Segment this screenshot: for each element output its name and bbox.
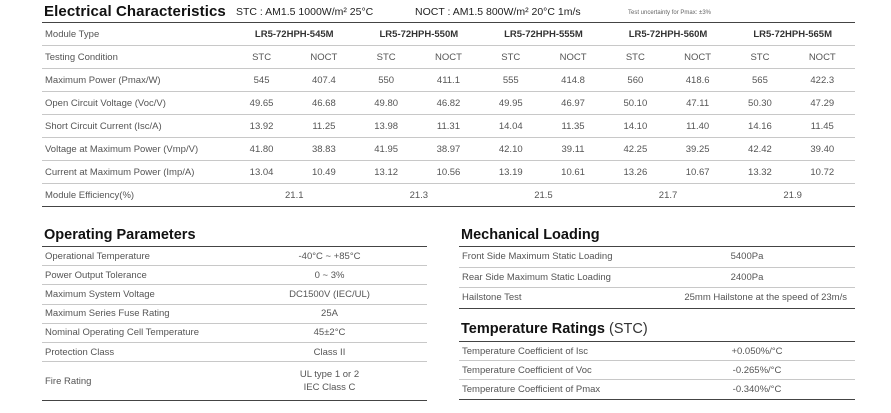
model-header: LR5-72HPH-550M (357, 23, 482, 46)
row-value: 0 ~ 3% (232, 266, 427, 285)
cell-value: 38.97 (416, 138, 481, 161)
cell-value: 41.80 (232, 138, 291, 161)
cell-value: 411.1 (416, 69, 481, 92)
model-header: LR5-72HPH-560M (606, 23, 731, 46)
vmp-row (42, 138, 855, 161)
cell-value: 39.40 (790, 138, 855, 161)
cell-value: 10.49 (291, 161, 356, 184)
efficiency-row (42, 184, 855, 207)
cell-value: 555 (481, 69, 540, 92)
row-value: +0.050%/°C (659, 342, 855, 361)
temperature-row (459, 342, 855, 361)
row-label: Protection Class (42, 342, 232, 361)
row-label: Module Efficiency(%) (42, 184, 232, 207)
module-type-label: Module Type (42, 23, 232, 46)
cell-value: 50.10 (606, 92, 665, 115)
fire-rating-value (232, 362, 427, 401)
operating-table (42, 246, 427, 401)
cell-value: 49.65 (232, 92, 291, 115)
cell-value: 13.98 (357, 115, 416, 138)
row-label: Power Output Tolerance (42, 266, 232, 285)
cell-value: 11.35 (540, 115, 605, 138)
cell-value: 422.3 (790, 69, 855, 92)
temperature-table (459, 341, 855, 400)
testing-condition-row (42, 46, 855, 69)
row-value: -40°C ~ +85°C (232, 247, 427, 266)
row-label: Maximum Series Fuse Rating (42, 304, 232, 323)
operating-row (42, 247, 427, 266)
cell-value: 46.68 (291, 92, 356, 115)
row-label: Fire Rating (42, 362, 232, 401)
noct-condition: NOCT : AM1.5 800W/m² 20°C 1m/s (415, 6, 581, 18)
cell-value: 49.80 (357, 92, 416, 115)
model-header: LR5-72HPH-555M (481, 23, 606, 46)
operating-row (42, 285, 427, 304)
row-label: Open Circuit Voltage (Voc/V) (42, 92, 232, 115)
operating-row (42, 342, 427, 361)
cell-value: 14.10 (606, 115, 665, 138)
fire-rating-line: UL type 1 or 2 (299, 369, 360, 381)
isc-row (42, 115, 855, 138)
efficiency-value: 21.1 (232, 184, 357, 207)
efficiency-value: 21.7 (606, 184, 731, 207)
cell-value: 418.6 (665, 69, 730, 92)
cell-value: 10.56 (416, 161, 481, 184)
cell-value: 13.12 (357, 161, 416, 184)
stc-header: STC (730, 46, 789, 69)
mechanical-title: Mechanical Loading (461, 227, 600, 243)
electrical-table (42, 22, 855, 207)
noct-header: NOCT (665, 46, 730, 69)
operating-title: Operating Parameters (44, 227, 196, 243)
module-type-row (42, 23, 855, 46)
stc-header: STC (481, 46, 540, 69)
row-label: Temperature Coefficient of Voc (459, 361, 659, 380)
temperature-row (459, 361, 855, 380)
cell-value: 14.16 (730, 115, 789, 138)
testing-condition-label: Testing Condition (42, 46, 232, 69)
temperature-row (459, 380, 855, 399)
operating-row (42, 266, 427, 285)
cell-value: 560 (606, 69, 665, 92)
cell-value: 10.72 (790, 161, 855, 184)
cell-value: 38.83 (291, 138, 356, 161)
efficiency-value: 21.9 (730, 184, 855, 207)
row-label: Current at Maximum Power (Imp/A) (42, 161, 232, 184)
noct-header: NOCT (416, 46, 481, 69)
noct-header: NOCT (790, 46, 855, 69)
cell-value: 46.82 (416, 92, 481, 115)
temperature-title-suffix: (STC) (609, 321, 648, 337)
cell-value: 13.26 (606, 161, 665, 184)
operating-row (42, 304, 427, 323)
cell-value: 550 (357, 69, 416, 92)
temperature-title (461, 321, 648, 337)
mechanical-row (459, 247, 855, 268)
efficiency-value: 21.3 (357, 184, 482, 207)
row-value: 25mm Hailstone at the speed of 23m/s (639, 288, 855, 309)
imp-row (42, 161, 855, 184)
operating-row (42, 323, 427, 342)
cell-value: 47.29 (790, 92, 855, 115)
cell-value: 41.95 (357, 138, 416, 161)
cell-value: 13.92 (232, 115, 291, 138)
cell-value: 46.97 (540, 92, 605, 115)
row-label: Rear Side Maximum Static Loading (459, 267, 639, 288)
cell-value: 42.10 (481, 138, 540, 161)
efficiency-value: 21.5 (481, 184, 606, 207)
row-value: DC1500V (IEC/UL) (232, 285, 427, 304)
cell-value: 10.61 (540, 161, 605, 184)
row-label: Short Circuit Current (Isc/A) (42, 115, 232, 138)
row-value: 45±2°C (232, 323, 427, 342)
stc-header: STC (606, 46, 665, 69)
voc-row (42, 92, 855, 115)
cell-value: 42.25 (606, 138, 665, 161)
cell-value: 414.8 (540, 69, 605, 92)
mechanical-row (459, 267, 855, 288)
cell-value: 47.11 (665, 92, 730, 115)
uncertainty-note: Test uncertainty for Pmax: ±3% (628, 10, 711, 16)
noct-header: NOCT (540, 46, 605, 69)
mechanical-table (459, 246, 855, 309)
cell-value: 11.25 (291, 115, 356, 138)
row-value: 2400Pa (639, 267, 855, 288)
row-label: Maximum System Voltage (42, 285, 232, 304)
stc-header: STC (232, 46, 291, 69)
cell-value: 39.25 (665, 138, 730, 161)
cell-value: 545 (232, 69, 291, 92)
row-label: Nominal Operating Cell Temperature (42, 323, 232, 342)
model-header: LR5-72HPH-565M (730, 23, 855, 46)
stc-header: STC (357, 46, 416, 69)
row-label: Hailstone Test (459, 288, 639, 309)
cell-value: 13.32 (730, 161, 789, 184)
row-label: Maximum Power (Pmax/W) (42, 69, 232, 92)
row-value: 5400Pa (639, 247, 855, 268)
cell-value: 50.30 (730, 92, 789, 115)
temperature-title-text: Temperature Ratings (461, 321, 605, 337)
row-label: Temperature Coefficient of Pmax (459, 380, 659, 399)
cell-value: 10.67 (665, 161, 730, 184)
noct-header: NOCT (291, 46, 356, 69)
cell-value: 13.04 (232, 161, 291, 184)
max-power-row (42, 69, 855, 92)
row-label: Temperature Coefficient of Isc (459, 342, 659, 361)
cell-value: 565 (730, 69, 789, 92)
cell-value: 39.11 (540, 138, 605, 161)
row-value: 25A (232, 304, 427, 323)
row-label: Voltage at Maximum Power (Vmp/V) (42, 138, 232, 161)
row-value: Class II (232, 342, 427, 361)
cell-value: 407.4 (291, 69, 356, 92)
cell-value: 11.31 (416, 115, 481, 138)
cell-value: 42.42 (730, 138, 789, 161)
row-label: Front Side Maximum Static Loading (459, 247, 639, 268)
fire-rating-row (42, 362, 427, 401)
electrical-title: Electrical Characteristics (44, 3, 226, 20)
model-header: LR5-72HPH-545M (232, 23, 357, 46)
mechanical-row (459, 288, 855, 309)
cell-value: 49.95 (481, 92, 540, 115)
row-value: -0.340%/°C (659, 380, 855, 399)
cell-value: 11.45 (790, 115, 855, 138)
cell-value: 14.04 (481, 115, 540, 138)
cell-value: 11.40 (665, 115, 730, 138)
row-label: Operational Temperature (42, 247, 232, 266)
stc-condition: STC : AM1.5 1000W/m² 25°C (236, 6, 374, 18)
row-value: -0.265%/°C (659, 361, 855, 380)
fire-rating-line: IEC Class C (303, 382, 356, 394)
cell-value: 13.19 (481, 161, 540, 184)
